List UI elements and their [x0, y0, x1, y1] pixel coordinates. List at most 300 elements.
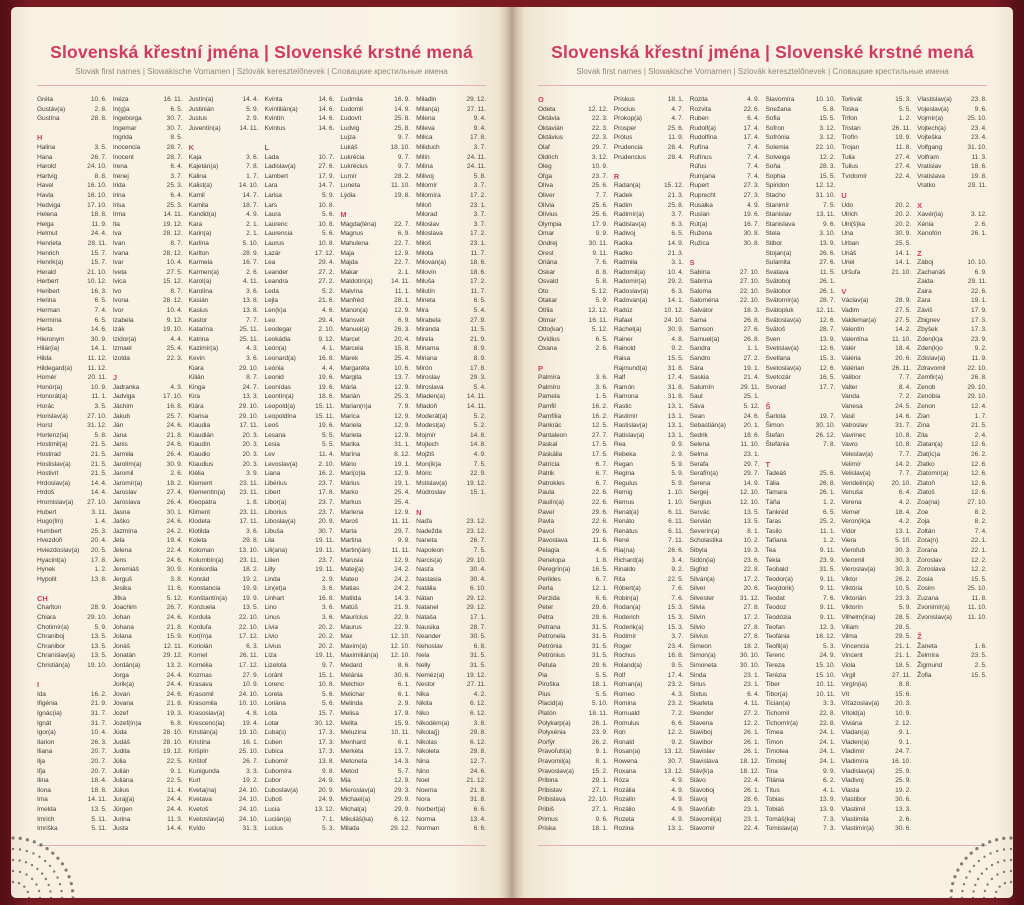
name-label: Zorana — [917, 546, 938, 554]
name-label: Patrik — [538, 470, 555, 478]
name-label: Jovan — [112, 690, 130, 698]
name-label: Oktávia — [538, 115, 560, 123]
name-day-date: 4. 11. — [744, 700, 760, 708]
name-day-date: 12. 3. — [819, 623, 836, 631]
name-day-entry — [265, 460, 335, 470]
name-day-entry — [416, 201, 486, 211]
name-day-date: 3. 6. — [595, 374, 608, 382]
name-day-date: 2. 9. — [246, 115, 259, 123]
name-label: Ida — [37, 690, 46, 698]
name-day-date: 2. 4. — [974, 431, 987, 439]
name-day-entry — [113, 728, 183, 738]
name-label: Nina — [416, 757, 430, 765]
name-label: Juliána — [112, 777, 134, 785]
name-label: Karmen(a) — [188, 268, 219, 276]
name-day-entry — [340, 296, 410, 306]
name-label: Palmíra — [538, 374, 561, 382]
section-letter: K — [188, 142, 194, 152]
name-day-entry — [538, 306, 608, 316]
name-day-date: 21. 9. — [90, 700, 107, 708]
name-day-entry — [113, 201, 183, 211]
name-label: Vieroslav(a) — [841, 566, 876, 574]
name-day-date: 10. 8. — [895, 431, 912, 439]
name-day-date: 22. 9. — [470, 470, 486, 478]
name-day-entry — [766, 767, 836, 777]
name-day-date: 23. 11. — [239, 479, 259, 487]
name-day-date: 19. 11. — [315, 652, 335, 660]
name-day-entry — [37, 95, 107, 105]
name-day-date: 12. 9. — [394, 383, 411, 391]
name-day-date: 25. 2. — [819, 518, 836, 526]
name-day-entry — [265, 815, 335, 825]
name-day-entry — [690, 815, 760, 825]
name-day-entry — [690, 776, 760, 786]
name-label: Hromislav(a) — [37, 498, 74, 506]
name-day-date: 13. 12. — [314, 805, 335, 813]
name-day-entry — [690, 517, 760, 527]
name-day-date: 9. 11. — [819, 604, 836, 612]
name-label: Urban — [841, 239, 859, 247]
name-day-date: 23. 12. — [466, 518, 486, 526]
name-day-entry — [690, 584, 760, 594]
name-day-date: 5. 9. — [671, 479, 684, 487]
name-day-entry — [538, 469, 608, 479]
name-day-date: 11. 11. — [391, 518, 411, 526]
name-day-entry — [614, 565, 684, 575]
name-day-date: 4. 2. — [898, 518, 912, 526]
name-day-date: 18. 1. — [591, 825, 608, 833]
name-day-entry — [690, 421, 760, 431]
name-label: Klement — [188, 479, 213, 487]
name-day-entry — [766, 517, 836, 527]
name-label: Skarleta — [689, 700, 714, 708]
name-label: Venuša — [841, 489, 863, 497]
name-day-date: 29. 11. — [740, 383, 760, 391]
name-label: Lada — [264, 153, 279, 161]
name-day-entry — [614, 699, 684, 709]
name-day-entry — [113, 575, 183, 585]
name-day-date: 4. 4. — [170, 335, 183, 343]
name-label: Valérian — [841, 364, 865, 372]
name-day-date: 12. 6. — [971, 441, 987, 449]
name-day-entry — [690, 728, 760, 738]
name-label: Koleta — [188, 537, 207, 545]
name-label: Kamil — [188, 191, 205, 199]
name-day-date: 14. 11. — [466, 393, 486, 401]
name-day-entry — [614, 632, 684, 642]
name-day-entry — [416, 661, 486, 671]
name-label: Tvrdomír — [841, 172, 867, 180]
name-day-entry — [340, 450, 410, 460]
name-day-date: 14. 1. — [90, 345, 107, 353]
name-label: Lívius — [264, 642, 282, 650]
section-letter: J — [112, 373, 117, 383]
name-day-entry — [841, 133, 911, 143]
name-day-entry — [265, 431, 335, 441]
name-day-entry — [416, 738, 486, 748]
name-day-entry — [265, 249, 335, 259]
name-label: Júlia — [112, 757, 126, 765]
name-day-date: 17. 4. — [743, 134, 760, 142]
name-label: Oldrich — [538, 153, 559, 161]
name-label: Jens — [112, 556, 127, 564]
name-day-entry — [766, 623, 836, 633]
name-label: Tulia — [841, 153, 855, 161]
name-day-entry — [189, 498, 259, 508]
name-label: Slavomír — [689, 825, 715, 833]
name-day-entry — [113, 421, 183, 431]
name-label: Julián — [112, 767, 130, 775]
name-day-date: 6. 11. — [668, 527, 684, 535]
name-day-date: 29. 10. — [238, 403, 259, 410]
name-label: Petra — [538, 614, 554, 622]
name-day-entry — [340, 239, 410, 249]
name-day-entry — [614, 191, 684, 201]
name-day-entry — [340, 651, 410, 661]
name-day-date: 7. 7. — [246, 316, 259, 324]
name-label: Zemfir(a) — [917, 374, 943, 382]
name-day-entry — [113, 699, 183, 709]
name-day-date: 19. 2. — [242, 777, 259, 785]
name-day-date: 4. 9. — [246, 211, 259, 219]
name-day-entry — [265, 738, 335, 748]
name-day-date: 11. 9. — [91, 220, 107, 228]
name-day-entry — [113, 565, 183, 575]
name-label: Heribert — [37, 287, 60, 295]
name-day-entry — [265, 671, 335, 681]
name-day-entry — [37, 651, 107, 661]
name-day-entry — [917, 488, 987, 498]
name-label: Hermína — [37, 316, 62, 324]
name-day-entry — [37, 632, 107, 642]
name-day-date: 19. 11. — [315, 537, 335, 545]
name-day-entry — [189, 268, 259, 278]
name-label: Záviš — [917, 307, 933, 315]
name-label: Jaško — [112, 518, 130, 526]
name-day-date: 20. 2. — [895, 211, 912, 219]
name-label: Lin(et)a — [264, 585, 287, 593]
name-day-entry — [189, 776, 259, 786]
name-day-entry — [690, 277, 760, 287]
name-day-entry — [690, 709, 760, 719]
name-day-date: 26. 1. — [743, 786, 760, 794]
name-day-date: 12. 12. — [588, 307, 608, 315]
name-day-date: 30. 7. — [166, 124, 183, 132]
name-day-date: 14. 2. — [895, 460, 912, 468]
name-day-date: 26. 7. — [90, 153, 107, 161]
name-day-date: 23. 1. — [743, 681, 760, 689]
name-day-date: 26. 8. — [971, 374, 987, 382]
name-label: Šarlota — [765, 412, 786, 420]
name-day-entry — [189, 402, 259, 412]
name-label: Zden(k)a — [917, 335, 943, 343]
name-label: Henrik(a) — [37, 259, 64, 267]
name-label: Pamfília — [538, 412, 562, 420]
name-day-date: 12. 11. — [816, 307, 836, 315]
name-label: Hildegard(a) — [37, 364, 73, 372]
name-label: Herald — [37, 268, 56, 276]
name-day-date: 31. 5. — [591, 652, 608, 660]
name-label: Vlastimil — [841, 805, 865, 813]
name-day-date: 16. 2. — [591, 412, 608, 420]
name-day-date: 22. 4. — [895, 172, 912, 180]
section-letter: O — [538, 95, 544, 104]
name-day-entry — [690, 623, 760, 633]
name-label: Rochus — [613, 652, 636, 660]
name-day-date: 24. 7. — [895, 748, 912, 756]
name-day-entry — [690, 469, 760, 479]
name-day-entry — [766, 728, 836, 738]
name-day-entry — [766, 805, 836, 815]
name-label: Rozalín — [613, 796, 636, 804]
name-day-entry — [766, 565, 836, 575]
name-day-entry — [189, 258, 259, 268]
name-day-entry — [113, 124, 183, 134]
name-day-entry — [614, 594, 684, 604]
name-day-date: 18. 5. — [895, 662, 912, 670]
name-label: Tobiáš — [765, 805, 784, 813]
name-label: Priska — [538, 825, 556, 833]
name-day-date: 4. 3. — [170, 383, 183, 391]
name-day-entry — [265, 690, 335, 700]
name-day-entry — [766, 671, 836, 681]
name-label: Tichomír(a) — [765, 719, 798, 727]
name-label: Svetoslav(a) — [765, 364, 801, 372]
name-day-date: 29. 5. — [895, 633, 912, 641]
name-day-date: 22. 4. — [166, 546, 183, 554]
name-day-date: 20. 2. — [318, 633, 335, 641]
name-day-date: 27. 2. — [318, 278, 335, 286]
name-day-entry — [265, 575, 335, 585]
name-label: Líza — [264, 652, 277, 660]
name-day-date: 30. 8. — [743, 239, 760, 247]
name-day-entry — [265, 767, 335, 777]
name-day-entry — [690, 114, 760, 124]
name-day-entry — [113, 220, 183, 230]
name-label: Viktorín — [841, 604, 863, 612]
name-label: Havel — [37, 182, 54, 190]
name-day-date: 12. 10. — [739, 498, 760, 506]
name-label: Robin(a) — [613, 594, 639, 602]
name-day-entry — [340, 719, 410, 729]
name-label: Vítold(a) — [841, 710, 866, 717]
name-day-date: 6. 12. — [470, 710, 486, 717]
name-label: Nehoslav — [416, 642, 443, 650]
section-letter: S — [689, 258, 695, 268]
name-day-entry — [189, 517, 259, 527]
name-label: Rafael — [613, 316, 633, 324]
name-day-date: 12. 10. — [390, 633, 411, 641]
name-label: Zlatan(a) — [917, 441, 943, 449]
name-label: Ružena — [689, 230, 712, 238]
name-day-entry — [340, 277, 410, 287]
name-day-entry — [189, 220, 259, 230]
name-day-date: 29. 6. — [591, 527, 608, 535]
name-day-date: 1. 10. — [667, 489, 684, 497]
name-label: Mineta — [416, 297, 436, 305]
name-day-entry — [416, 306, 486, 316]
name-label: Zenob — [917, 383, 936, 391]
name-label: Koloman — [188, 546, 214, 554]
name-day-entry — [690, 364, 760, 374]
name-day-date: 11. 10. — [390, 182, 411, 190]
name-label: Maja — [340, 249, 355, 257]
name-day-entry — [841, 805, 911, 815]
name-day-entry — [265, 412, 335, 422]
name-day-entry — [113, 105, 183, 115]
name-day-date: 7. 6. — [671, 594, 684, 602]
name-day-date: 4. 7. — [671, 115, 684, 123]
name-day-date: 28. 7. — [166, 153, 183, 161]
name-day-entry — [416, 815, 486, 825]
name-label: Renátus — [613, 527, 638, 535]
name-day-entry — [917, 508, 987, 518]
name-day-entry — [37, 210, 107, 220]
name-label: Stojan(a) — [765, 249, 792, 257]
name-day-date: 3. 5. — [94, 143, 107, 151]
name-day-entry — [917, 412, 987, 422]
name-day-date: 4. 3. — [671, 690, 684, 698]
name-day-entry — [265, 383, 335, 393]
name-day-entry — [841, 143, 911, 153]
name-day-date: 27. 10. — [967, 498, 987, 506]
name-label: Róbert(a) — [613, 585, 641, 593]
name-day-entry — [416, 412, 486, 422]
name-label: Hubert — [37, 508, 57, 516]
name-day-date: 17. 10. — [163, 393, 183, 401]
name-label: Roderich — [613, 614, 640, 622]
name-day-entry — [113, 661, 183, 671]
name-day-date: 15. 10. — [815, 662, 836, 670]
name-day-entry — [614, 584, 684, 594]
name-day-date: 3. 12. — [819, 124, 836, 132]
name-day-entry — [416, 767, 486, 777]
name-day-entry — [766, 421, 836, 431]
name-day-date: 31. 12. — [87, 422, 107, 430]
name-day-date: 13. 1. — [667, 403, 684, 410]
name-day-entry — [917, 392, 987, 402]
name-label: Paula — [538, 489, 555, 497]
name-day-entry — [265, 450, 335, 460]
name-day-date: 21. 1. — [895, 652, 912, 660]
name-label: Sláv(k)a — [689, 767, 714, 775]
name-day-date: 11. 8. — [895, 143, 912, 151]
name-day-entry — [841, 105, 911, 115]
name-day-entry — [690, 181, 760, 191]
name-label: Kvído — [188, 825, 206, 833]
name-day-entry — [113, 392, 183, 402]
name-day-date: 29. 7. — [394, 527, 411, 535]
name-label: Rufína — [689, 143, 709, 151]
name-label: Timotea — [765, 748, 789, 756]
name-day-entry — [113, 249, 183, 259]
name-day-date: 21. 5. — [90, 460, 107, 468]
name-label: Virgín(ia) — [841, 681, 867, 689]
name-day-date: 24. 2. — [394, 585, 411, 593]
name-label: Vendelín(a) — [841, 479, 874, 487]
name-label: Konštantín(a) — [188, 594, 227, 602]
name-label: Homér — [37, 374, 57, 382]
name-day-entry — [189, 191, 259, 201]
name-label: Katarína — [188, 326, 213, 334]
name-day-date: 27. 3. — [743, 182, 760, 190]
name-day-entry — [265, 306, 335, 316]
name-day-entry — [113, 383, 183, 393]
name-day-entry — [841, 249, 911, 259]
name-label: Petronela — [538, 633, 566, 641]
name-day-date: 12. 7. — [470, 757, 486, 765]
name-day-date: 24. 4. — [90, 230, 107, 238]
name-label: Petrónius — [538, 652, 565, 660]
name-day-date: 12. 2. — [667, 729, 684, 737]
name-label: Petrana — [538, 623, 561, 631]
name-day-entry — [189, 229, 259, 239]
name-day-entry — [538, 613, 608, 623]
name-day-date: 8. 7. — [246, 374, 259, 382]
name-label: Milica — [416, 134, 433, 142]
name-day-date: 11. 1. — [91, 393, 107, 401]
name-day-date: 27. 11. — [466, 105, 486, 113]
name-day-entry — [189, 556, 259, 566]
name-label: Neméz(a) — [416, 671, 445, 679]
name-day-date: 22. 5. — [166, 757, 183, 765]
name-label: Pia — [538, 671, 548, 679]
name-label: Renáto — [613, 518, 635, 526]
name-day-entry — [416, 172, 486, 182]
name-day-entry — [841, 527, 911, 537]
name-day-date: 14. 11. — [239, 124, 259, 132]
name-day-entry — [265, 536, 335, 546]
name-day-date: 13. 10. — [238, 546, 259, 554]
name-day-entry — [917, 114, 987, 124]
name-label: Martin(ián) — [340, 546, 371, 554]
name-day-date: 2. 6. — [898, 815, 912, 823]
page-subtitle: Slovak first names | Slowakische Vornamen | Szlovák keresztelőnevek | Словацкие крестильные имена — [576, 67, 949, 76]
names-column — [917, 95, 987, 834]
name-label: Tea — [765, 546, 776, 554]
name-day-date: 11. 7. — [470, 249, 486, 257]
name-day-entry — [416, 383, 486, 393]
name-label: Jesika — [112, 585, 131, 593]
name-day-date: 5. 12. — [166, 594, 183, 602]
name-day-entry — [538, 114, 608, 124]
name-day-entry — [265, 680, 335, 690]
name-label: Radomír(a) — [613, 278, 647, 286]
name-day-date: 21. 6. — [318, 297, 335, 305]
name-day-date: 2. 8. — [94, 105, 107, 113]
name-day-date: 5. 4. — [473, 307, 486, 315]
name-day-entry — [538, 450, 608, 460]
section-letter: I — [37, 680, 40, 690]
name-day-date: 16. 9. — [394, 96, 411, 103]
name-day-date: 24. 6. — [166, 614, 183, 622]
name-label: Lucius — [264, 825, 283, 833]
name-day-date: 10. 5. — [895, 585, 912, 593]
name-day-date: 6. 6. — [671, 719, 684, 727]
name-day-entry — [614, 642, 684, 652]
name-day-entry — [37, 690, 107, 700]
name-label: Vratislav — [917, 163, 942, 171]
name-label: Vanesa — [841, 403, 863, 410]
name-day-entry — [538, 632, 608, 642]
name-label: Ilina — [37, 777, 49, 785]
name-day-entry — [37, 642, 107, 652]
name-day-date: 27. 6. — [819, 259, 836, 267]
name-day-date: 23. 7. — [318, 479, 335, 487]
name-day-entry — [189, 815, 259, 825]
name-day-date: 16. 8. — [166, 403, 183, 410]
name-day-date: 6. 12. — [470, 700, 486, 708]
